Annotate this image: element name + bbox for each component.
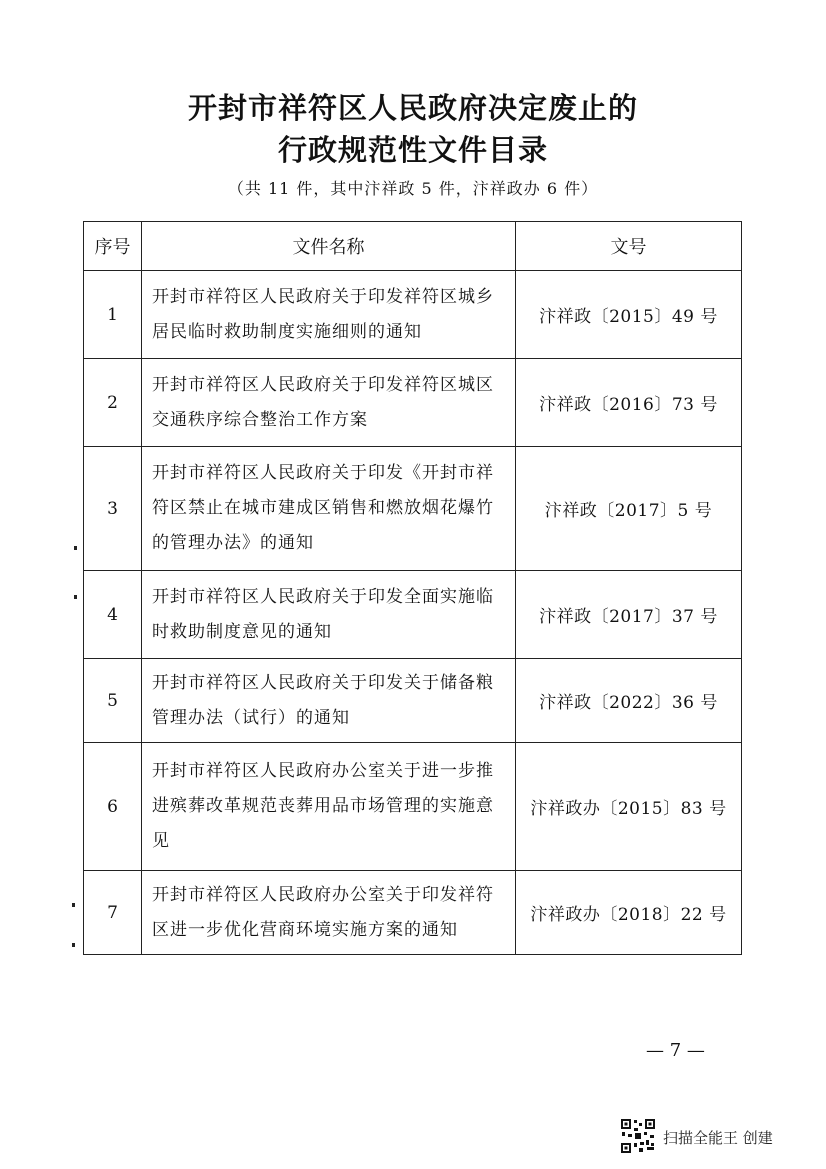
table-row xyxy=(84,743,742,871)
scan-speck xyxy=(74,595,77,599)
row-document-name: 开封市祥符区人民政府关于印发《开封市祥符区禁止在城市建成区销售和燃放烟花爆竹的管理办法》的通知 xyxy=(142,447,516,571)
table-row xyxy=(84,659,742,743)
row-document-name: 开封市祥符区人民政府办公室关于进一步推进殡葬改革规范丧葬用品市场管理的实施意见 xyxy=(142,743,516,871)
header-serial-number: 序号 xyxy=(84,222,142,271)
page-number: — 7 — xyxy=(646,1040,705,1061)
table-row xyxy=(84,571,742,659)
table-row xyxy=(84,271,742,359)
row-document-name: 开封市祥符区人民政府关于印发祥符区城乡居民临时救助制度实施细则的通知 xyxy=(142,271,516,359)
qr-code-icon xyxy=(620,1118,656,1154)
table-row xyxy=(84,359,742,447)
row-document-number: 汴祥政〔2017〕5 号 xyxy=(516,447,742,571)
row-document-name: 开封市祥符区人民政府关于印发关于储备粮管理办法（试行）的通知 xyxy=(142,659,516,743)
header-document-number: 文号 xyxy=(516,222,742,271)
scan-speck xyxy=(72,903,75,907)
row-document-name: 开封市祥符区人民政府关于印发祥符区城区交通秩序综合整治工作方案 xyxy=(142,359,516,447)
table-row xyxy=(84,871,742,955)
row-document-number: 汴祥政〔2015〕49 号 xyxy=(516,271,742,359)
row-document-name: 开封市祥符区人民政府办公室关于印发祥符区进一步优化营商环境实施方案的通知 xyxy=(142,871,516,955)
document-subtitle: （共 11 件，其中汴祥政 5 件，汴祥政办 6 件） xyxy=(227,179,599,198)
row-serial-number: 1 xyxy=(84,271,142,359)
row-serial-number: 7 xyxy=(84,871,142,955)
table-header-row xyxy=(84,222,742,271)
table-row xyxy=(84,447,742,571)
row-serial-number: 2 xyxy=(84,359,142,447)
scan-speck xyxy=(74,546,77,550)
row-document-number: 汴祥政办〔2018〕22 号 xyxy=(516,871,742,955)
scanner-watermark: 扫描全能王 创建 xyxy=(663,1129,773,1147)
row-serial-number: 6 xyxy=(84,743,142,871)
row-serial-number: 3 xyxy=(84,447,142,571)
document-title-line-2: 行政规范性文件目录 xyxy=(277,133,548,167)
scan-speck xyxy=(72,943,75,947)
header-document-name: 文件名称 xyxy=(142,222,516,271)
document-title-line-1: 开封市祥符区人民政府决定废止的 xyxy=(187,91,638,125)
document-list-table xyxy=(83,221,742,955)
row-document-number: 汴祥政〔2017〕37 号 xyxy=(516,571,742,659)
row-document-name: 开封市祥符区人民政府关于印发全面实施临时救助制度意见的通知 xyxy=(142,571,516,659)
row-serial-number: 4 xyxy=(84,571,142,659)
row-document-number: 汴祥政〔2016〕73 号 xyxy=(516,359,742,447)
row-document-number: 汴祥政〔2022〕36 号 xyxy=(516,659,742,743)
row-serial-number: 5 xyxy=(84,659,142,743)
row-document-number: 汴祥政办〔2015〕83 号 xyxy=(516,743,742,871)
